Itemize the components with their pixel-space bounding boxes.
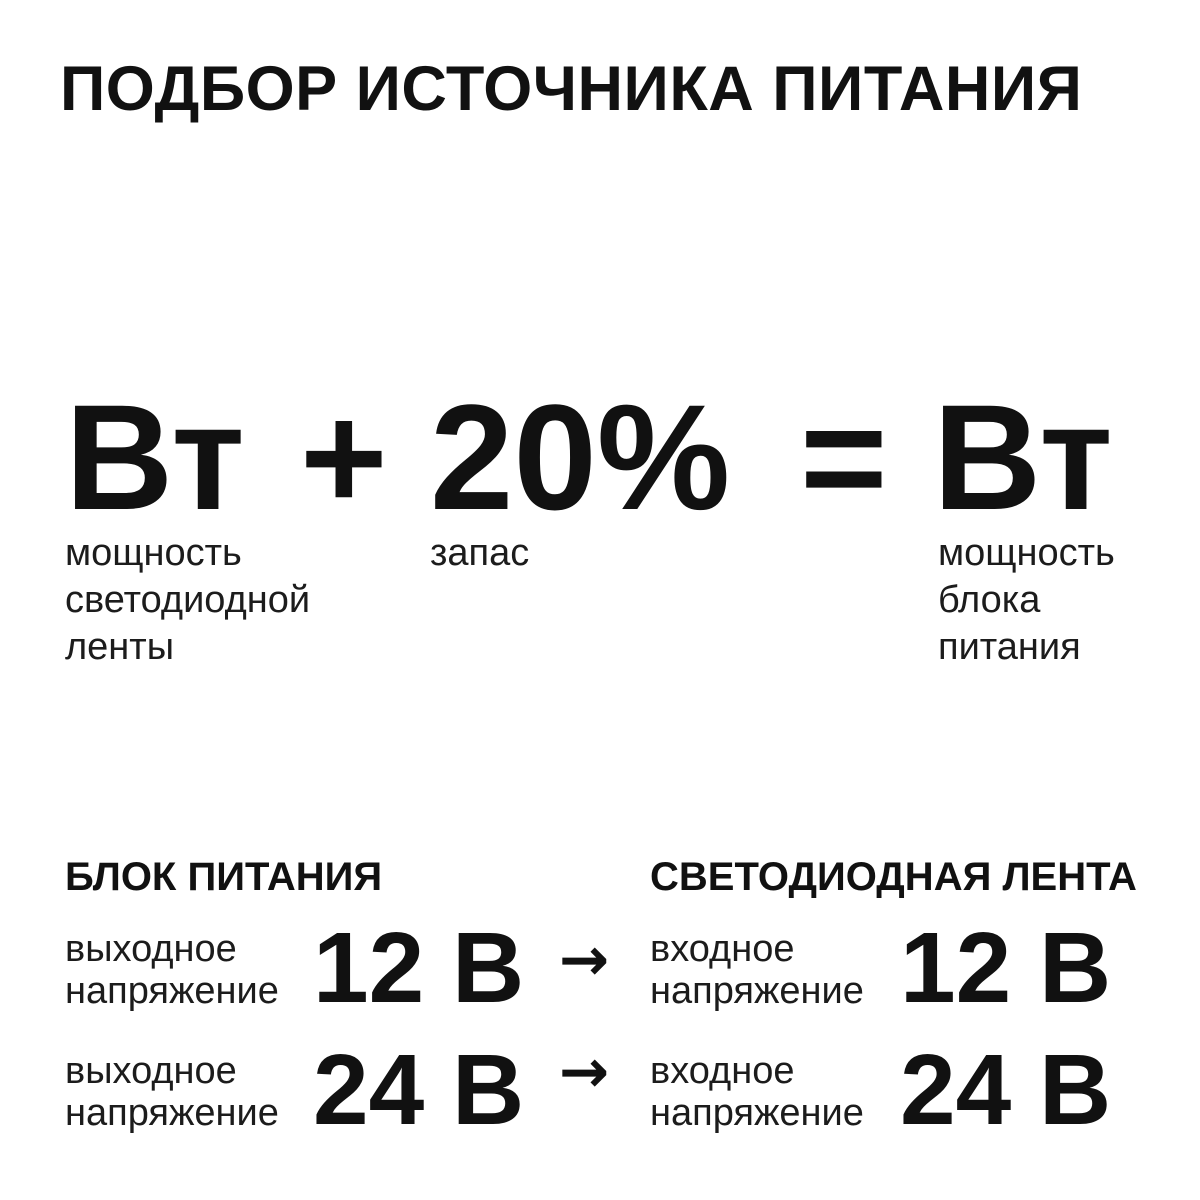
led-voltage-value: 12 В — [900, 912, 1112, 1024]
led-section-header: СВЕТОДИОДНАЯ ЛЕНТА — [650, 855, 1137, 899]
formula-psu-caption — [938, 530, 1115, 671]
caption-line: блока — [938, 579, 1041, 621]
formula-led-caption — [65, 530, 310, 671]
label-line: выходное — [65, 1050, 237, 1092]
psu-voltage-value: 24 В — [313, 1034, 525, 1146]
page-title: ПОДБОР ИСТОЧНИКА ПИТАНИЯ — [60, 54, 1083, 124]
caption-line: запас — [430, 532, 530, 574]
label-line: напряжение — [65, 970, 279, 1012]
formula-psu-watts: Вт — [933, 373, 1113, 541]
right-arrow-icon: → — [558, 925, 610, 995]
psu-voltage-label — [65, 1050, 279, 1134]
label-line: напряжение — [650, 1092, 864, 1134]
plus-sign: + — [300, 373, 388, 541]
equals-sign: = — [800, 373, 888, 541]
caption-line: светодиодной — [65, 579, 311, 621]
label-line: выходное — [65, 928, 237, 970]
caption-line: ленты — [65, 626, 175, 668]
label-line: напряжение — [65, 1092, 279, 1134]
label-line: входное — [650, 1050, 795, 1092]
led-voltage-label — [650, 1050, 864, 1134]
caption-line: питания — [938, 626, 1081, 668]
psu-voltage-value: 12 В — [313, 912, 525, 1024]
caption-line: мощность — [938, 532, 1115, 574]
led-voltage-label — [650, 928, 864, 1012]
psu-voltage-label — [65, 928, 279, 1012]
led-voltage-value: 24 В — [900, 1034, 1112, 1146]
formula-reserve-caption — [430, 530, 529, 577]
label-line: напряжение — [650, 970, 864, 1012]
label-line: входное — [650, 928, 795, 970]
psu-section-header: БЛОК ПИТАНИЯ — [65, 855, 383, 899]
right-arrow-icon: → — [558, 1037, 610, 1107]
formula-led-watts: Вт — [65, 373, 245, 541]
formula-reserve-percent: 20% — [430, 373, 731, 541]
caption-line: мощность — [65, 532, 242, 574]
